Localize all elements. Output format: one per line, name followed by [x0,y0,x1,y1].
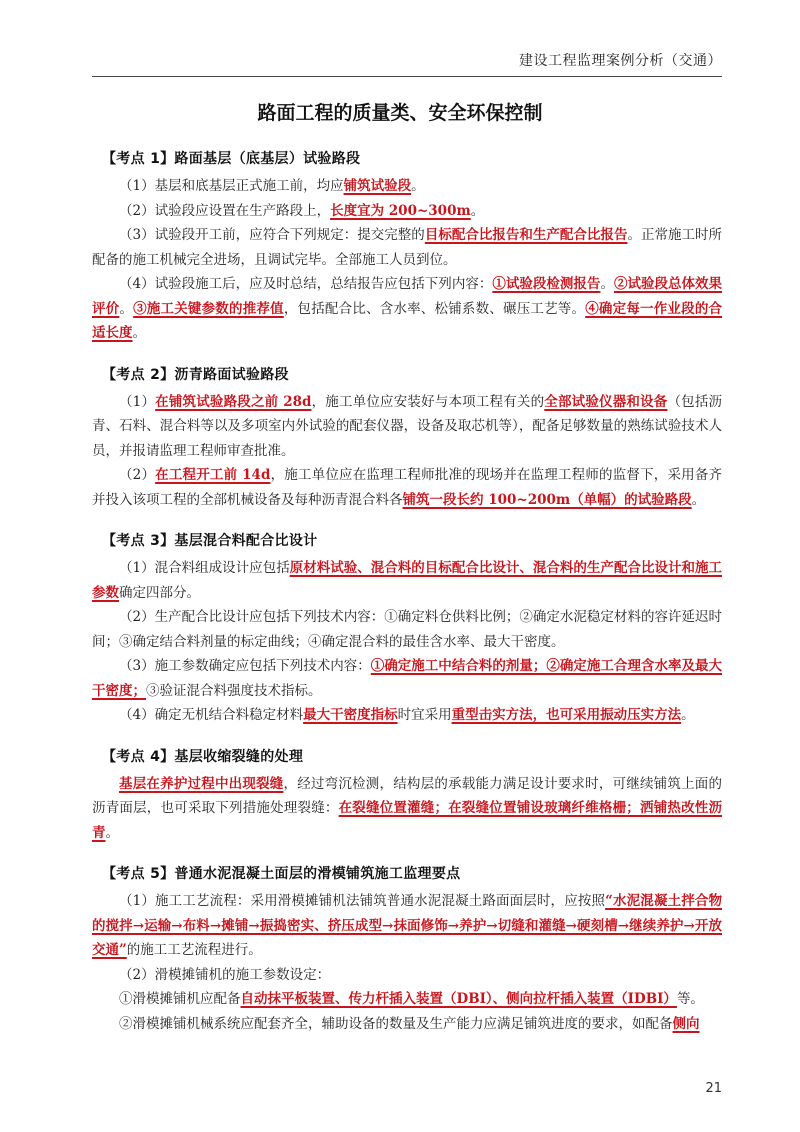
body-text: （3）试验段开工前，应符合下列规定：提交完整的 [119,227,425,243]
body-text: （2）生产配合比设计应包括下列技术内容：①确定料仓供料比例；②确定水泥稳定材料的容许延迟时间；③确定结合料剂量的标定曲线；④确定混合料的最佳含水率、最大干密度。 [92,609,722,650]
paragraph [92,654,722,703]
section-heading: 【考点 4】基层收缩裂缝的处理 [102,748,304,765]
paragraph [92,772,722,846]
paragraph [92,272,722,346]
section [92,530,722,728]
paragraph [92,605,722,654]
body-text: 。 [411,178,425,194]
body-text: 。正常施工时所配备的施工机械完全进场，且调试完毕。全部施工人员到位。 [92,227,723,268]
paragraph [92,199,722,224]
body-text: ，施工单位应安装好与本项工程有关的 [311,393,545,410]
highlighted-text: 最大干密度指标 [303,707,398,723]
body-text: 确定四部分。 [119,584,200,601]
body-text: 的施工工艺流程进行。 [126,942,262,958]
body-text: ①滑模摊铺机应配备 [119,991,241,1007]
body-text: 。 [600,276,614,292]
body-text: （4）试验段施工后，应及时总结，总结报告应包括下列内容： [119,276,493,292]
body-text: （1） [119,393,156,410]
section-heading: 【考点 1】路面基层（底基层）试验路段 [102,151,361,167]
body-text: 。 [691,491,706,508]
body-text: （1）混合料组成设计应包括 [119,560,290,576]
highlighted-text: 铺筑试验段 [343,178,412,194]
highlighted-text: ①试验段检测报告 [492,276,601,292]
body-text: ②滑模摊铺机械系统应配套齐全，辅助设备的数量及生产能力应满足铺筑进度的要求，如配备 [119,1015,673,1032]
highlighted-text: ④确定每一作业段的合适长度 [92,300,723,341]
body-text: （2） [119,467,156,483]
section [92,746,722,846]
highlighted-text: 自动抹平板装置、传力杆插入装置（DBI）、侧向拉杆插入装置（IDBI） [240,991,677,1007]
body-text: ，经过弯沉检测，结构层的承载能力满足设计要求时，可继续铺筑上面的沥青面层，也可采取下列措施处理裂缝： [92,775,723,816]
paragraph [92,223,722,272]
body-text: 。 [105,824,119,841]
highlighted-text: ②试验段总体效果评价 [92,276,723,317]
body-text: 。 [119,300,134,317]
body-text: 。 [470,202,485,219]
section-heading: 【考点 2】沥青路面试验路段 [102,366,289,383]
highlighted-text: ①确定施工中结合料的剂量；②确定施工合理含水率及最大干密度； [92,658,722,699]
highlighted-text: ③施工关键参数的推荐值 [133,300,284,317]
highlighted-text: 在工程开工前 14d [155,467,271,483]
body-text: 。 [681,707,695,723]
body-text: ③验证混合料强度技术指标。 [146,682,322,699]
header-divider [92,76,722,77]
body-text: ，包括配合比、含水率、松铺系数、碾压工艺等。 [283,300,586,317]
body-text: （1）施工工艺流程：采用滑模摊铺机法铺筑普通水泥混凝土路面面层时，应按照 [119,893,606,909]
body-text: （2）试验段应设置在生产路段上， [119,202,331,219]
paragraph [92,889,722,963]
paragraph [92,463,722,512]
body-text: 。 [132,325,146,341]
body-text: 等。 [676,991,704,1007]
body-text: （4）确定无机结合料稳定材料 [119,707,304,723]
paragraph [92,1012,722,1037]
paragraph [92,987,722,1012]
highlighted-text: 侧向 [672,1015,700,1032]
paragraph [92,556,722,605]
highlighted-text: “水泥混凝土拌合物的搅拌→运输→布料→摊铺→振捣密实、挤压成型→抹面修饰→养护→切缝和灌缝→硬刻槽→继续养护→开放交通” [92,893,723,958]
section-heading: 【考点 5】普通水泥混凝土面层的滑模铺筑施工监理要点 [102,866,461,882]
paragraph [92,390,722,464]
running-header: 建设工程监理案例分析（交通） [519,53,722,69]
paragraph [92,963,722,988]
section [92,863,722,1036]
highlighted-text: 重型击实方法，也可采用振动压实方法 [451,707,682,723]
section [92,364,722,513]
paragraph [92,703,722,728]
highlighted-text: 基层在养护过程中出现裂缝 [119,775,284,792]
main-content [92,148,722,1054]
body-text: （3）施工参数确定应包括下列技术内容： [119,658,371,674]
body-text: ，施工单位应在监理工程师批准的现场并在监理工程师的监督下，采用备齐并投入该项工程的全部机械设备及每种沥青混合料各 [92,467,723,508]
page-title: 路面工程的质量类、安全环保控制 [257,102,543,124]
section-heading: 【考点 3】基层混合料配合比设计 [102,533,318,549]
highlighted-text: 全部试验仪器和设备 [544,393,668,410]
body-text: （包括沥青、石料、混合料等以及多项室内外试验的配套仪器，设备及取芯机等），配备足够数量的熟练试验技术人员，并报请监理工程师审查批准。 [92,393,723,459]
highlighted-text: 长度宜为 200~300m [330,202,471,219]
body-text: （2）滑模摊铺机的施工参数设定： [119,966,331,983]
highlighted-text: 原材料试验、混合料的目标配合比设计、混合料的生产配合比设计和施工参数 [92,560,723,601]
highlighted-text: 目标配合比报告和生产配合比报告 [424,227,628,243]
highlighted-text: 铺筑一段长约 100~200m（单幅）的试验路段 [402,491,692,508]
section [92,148,722,346]
body-text: 时宜采用 [397,707,452,723]
highlighted-text: 在铺筑试验路段之前 28d [155,393,312,410]
page-number: 21 [705,1081,722,1096]
highlighted-text: 在裂缝位置灌缝；在裂缝位置铺设玻璃纤维格栅；洒铺热改性沥青 [92,800,723,841]
paragraph [92,174,722,199]
body-text: （1）基层和底基层正式施工前，均应 [119,178,344,194]
